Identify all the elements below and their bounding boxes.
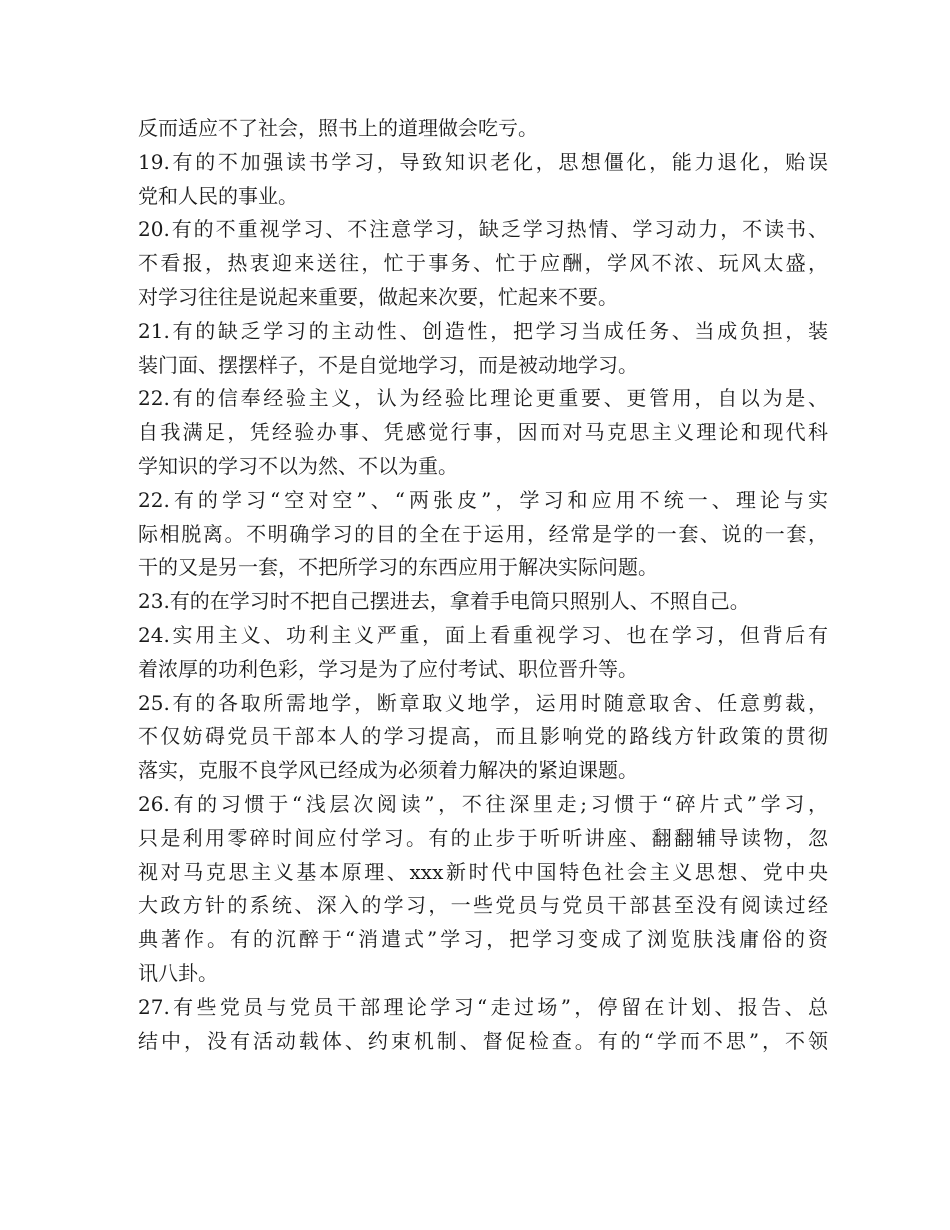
text-line: 不仅妨碍党员干部本人的学习提高，而且影响党的路线方针政策的贯彻 <box>138 724 828 749</box>
text-line: 不看报，热衷迎来送往，忙于事务、忙于应酬，学风不浓、玩风太盛， <box>138 251 828 276</box>
text-line: 干的又是另一套，不把所学习的东西应用于解决实际问题。 <box>138 555 658 580</box>
text-line: 24.实用主义、功利主义严重，面上看重视学习、也在学习，但背后有 <box>138 622 828 647</box>
text-line: 党和人民的事业。 <box>138 183 298 208</box>
text-line: 结中，没有活动载体、约束机制、督促检查。有的“学而不思”，不领 <box>138 1028 828 1053</box>
text-line: 20.有的不重视学习、不注意学习，缺乏学习热情、学习动力，不读书、 <box>138 217 828 242</box>
text-line: 自我满足，凭经验办事、凭感觉行事，因而对马克思主义理论和现代科 <box>138 420 828 445</box>
text-line: 落实，克服不良学风已经成为必须着力解决的紧迫课题。 <box>138 758 638 783</box>
text-line: 23.有的在学习时不把自己摆进去，拿着手电筒只照别人、不照自己。 <box>138 589 750 614</box>
text-line: 21.有的缺乏学习的主动性、创造性，把学习当成任务、当成负担，装 <box>138 318 828 343</box>
text-line: 26.有的习惯于“浅层次阅读”，不往深里走;习惯于“碎片式”学习， <box>138 791 828 816</box>
text-line: 大政方针的系统、深入的学习，一些党员与党员干部甚至没有阅读过经 <box>138 893 828 918</box>
document-body <box>138 112 828 1058</box>
text-line: 际相脱离。不明确学习的目的全在于运用，经常是学的一套、说的一套， <box>138 521 828 546</box>
text-line: 19.有的不加强读书学习，导致知识老化，思想僵化，能力退化，贻误 <box>138 149 828 174</box>
text-line: 反而适应不了社会，照书上的道理做会吃亏。 <box>138 116 538 140</box>
text-line: 对学习往往是说起来重要，做起来次要，忙起来不要。 <box>138 284 618 309</box>
text-line: 学知识的学习不以为然、不以为重。 <box>138 453 458 478</box>
text-line: 22.有的学习“空对空”、“两张皮”，学习和应用不统一、理论与实 <box>138 487 828 512</box>
text-line: 视对马克思主义基本原理、xxx新时代中国特色社会主义思想、党中央 <box>138 859 828 884</box>
text-line: 典著作。有的沉醉于“消遣式”学习，把学习变成了浏览肤浅庸俗的资 <box>138 927 828 952</box>
text-line: 25.有的各取所需地学，断章取义地学，运用时随意取舍、任意剪裁， <box>138 690 828 715</box>
text-line: 装门面、摆摆样子，不是自觉地学习，而是被动地学习。 <box>138 352 638 377</box>
text-line: 22.有的信奉经验主义，认为经验比理论更重要、更管用，自以为是、 <box>138 386 828 411</box>
text-line: 27.有些党员与党员干部理论学习“走过场”，停留在计划、报告、总 <box>138 994 828 1019</box>
text-line: 只是利用零碎时间应付学习。有的止步于听听讲座、翻翻辅导读物，忽 <box>138 825 828 850</box>
text-line: 着浓厚的功利色彩，学习是为了应付考试、职位晋升等。 <box>138 656 638 681</box>
text-line: 讯八卦。 <box>138 960 218 985</box>
